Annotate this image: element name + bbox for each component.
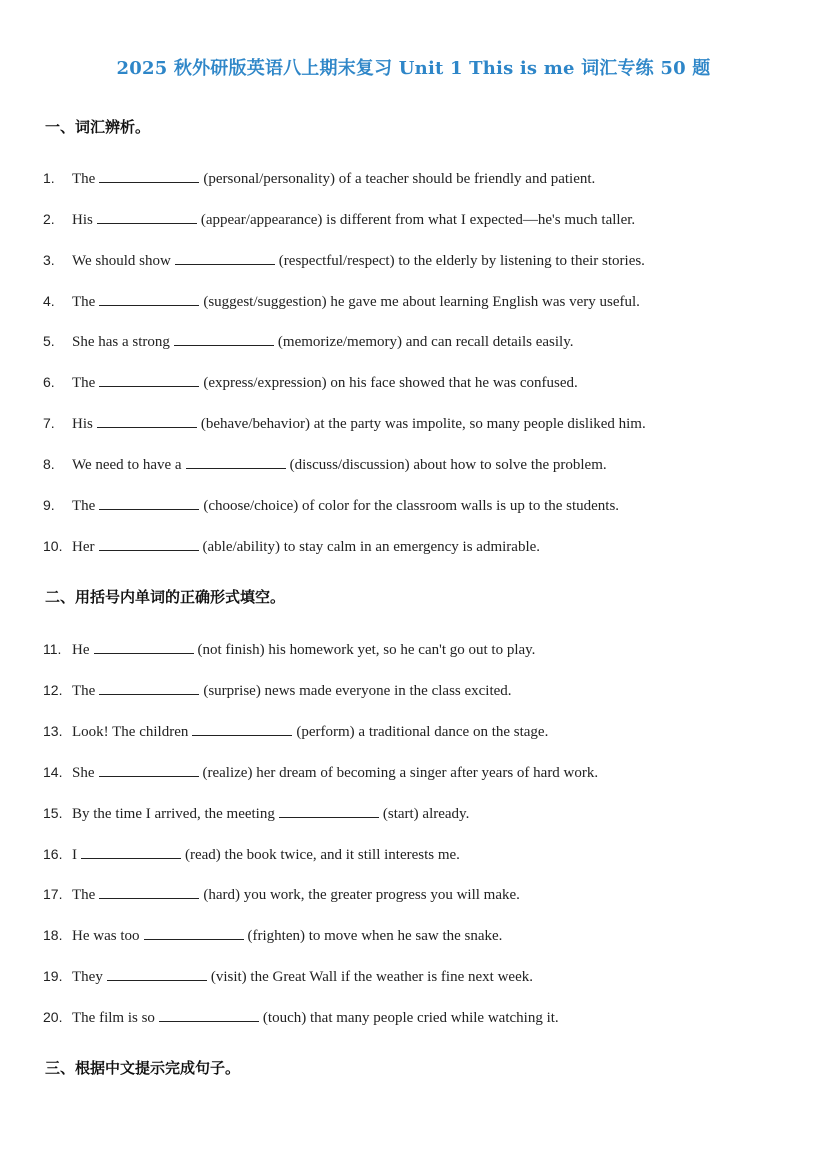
exercise-item xyxy=(43,168,783,189)
item-suffix: (read) the book twice, and it still interests me. xyxy=(185,847,460,863)
answer-blank[interactable] xyxy=(174,331,274,346)
item-prefix: His xyxy=(72,212,93,228)
item-suffix: (visit) the Great Wall if the weather is fine next week. xyxy=(210,969,533,985)
section-heading-1: 一、词汇辨析。 xyxy=(45,118,151,136)
exercise-item xyxy=(43,372,783,393)
item-prefix: We need to have a xyxy=(72,457,182,473)
item-number: 10. xyxy=(43,538,63,554)
answer-blank[interactable] xyxy=(175,250,275,265)
exercise-item xyxy=(43,639,783,660)
answer-blank[interactable] xyxy=(99,291,199,306)
exercise-item xyxy=(43,803,783,824)
exercise-item xyxy=(43,250,783,271)
item-suffix: (touch) that many people cried while watching it. xyxy=(262,1010,559,1026)
item-number: 8. xyxy=(43,456,55,472)
item-number: 19. xyxy=(43,968,63,984)
exercise-item xyxy=(43,966,783,987)
item-number: 7. xyxy=(43,415,55,431)
item-prefix: He was too xyxy=(72,928,140,944)
answer-blank[interactable] xyxy=(99,168,199,183)
item-number: 5. xyxy=(43,333,55,349)
answer-blank[interactable] xyxy=(99,372,199,387)
item-suffix: (not finish) his homework yet, so he can't go out to play. xyxy=(197,642,536,658)
item-prefix: The film is so xyxy=(72,1010,155,1026)
exercise-item xyxy=(43,884,783,905)
item-prefix: The xyxy=(72,498,96,514)
exercise-item xyxy=(43,762,783,783)
item-prefix: The xyxy=(72,683,96,699)
section-heading-3: 三、根据中文提示完成句子。 xyxy=(45,1059,241,1077)
exercise-item xyxy=(43,413,783,434)
item-prefix: The xyxy=(72,887,96,903)
item-number: 11. xyxy=(43,641,62,657)
item-number: 6. xyxy=(43,374,55,390)
item-suffix: (perform) a traditional dance on the stage. xyxy=(296,724,549,740)
item-suffix: (hard) you work, the greater progress you will make. xyxy=(203,887,520,903)
item-suffix: (respectful/respect) to the elderly by listening to their stories. xyxy=(278,253,645,269)
item-prefix: He xyxy=(72,642,90,658)
item-number: 4. xyxy=(43,293,55,309)
exercise-item xyxy=(43,680,783,701)
answer-blank[interactable] xyxy=(81,844,181,859)
item-suffix: (frighten) to move when he saw the snake. xyxy=(247,928,503,944)
item-suffix: (discuss/discussion) about how to solve the problem. xyxy=(289,457,607,473)
answer-blank[interactable] xyxy=(279,803,379,818)
item-suffix: (behave/behavior) at the party was impolite, so many people disliked him. xyxy=(200,416,646,432)
item-number: 9. xyxy=(43,497,55,513)
answer-blank[interactable] xyxy=(99,680,199,695)
exercise-item xyxy=(43,1007,783,1028)
answer-blank[interactable] xyxy=(97,413,197,428)
item-prefix: The xyxy=(72,294,96,310)
item-suffix: (choose/choice) of color for the classroom walls is up to the students. xyxy=(203,498,620,514)
item-number: 1. xyxy=(43,170,55,186)
item-suffix: (memorize/memory) and can recall details easily. xyxy=(277,334,574,350)
item-suffix: (able/ability) to stay calm in an emergency is admirable. xyxy=(202,539,541,555)
item-prefix: His xyxy=(72,416,93,432)
exercise-item xyxy=(43,331,783,352)
answer-blank[interactable] xyxy=(97,209,197,224)
item-number: 13. xyxy=(43,723,63,739)
item-number: 14. xyxy=(43,764,63,780)
answer-blank[interactable] xyxy=(107,966,207,981)
answer-blank[interactable] xyxy=(99,495,199,510)
item-prefix: We should show xyxy=(72,253,171,269)
item-number: 16. xyxy=(43,846,63,862)
exercise-item xyxy=(43,495,783,516)
item-prefix: Look! The children xyxy=(72,724,189,740)
exercise-item xyxy=(43,454,783,475)
answer-blank[interactable] xyxy=(186,454,286,469)
answer-blank[interactable] xyxy=(94,639,194,654)
item-prefix: She has a strong xyxy=(72,334,170,350)
exercise-item xyxy=(43,209,783,230)
item-prefix: The xyxy=(72,375,96,391)
item-prefix: I xyxy=(72,847,77,863)
exercise-item xyxy=(43,291,783,312)
item-prefix: The xyxy=(72,171,96,187)
item-prefix: She xyxy=(72,765,95,781)
item-prefix: They xyxy=(72,969,103,985)
item-prefix: Her xyxy=(72,539,95,555)
item-suffix: (express/expression) on his face showed that he was confused. xyxy=(203,375,578,391)
item-suffix: (start) already. xyxy=(382,806,470,822)
answer-blank[interactable] xyxy=(159,1007,259,1022)
exercise-item xyxy=(43,536,783,557)
item-number: 3. xyxy=(43,252,55,268)
item-number: 20. xyxy=(43,1009,63,1025)
exercise-item xyxy=(43,844,783,865)
item-number: 12. xyxy=(43,682,63,698)
answer-blank[interactable] xyxy=(99,762,199,777)
answer-blank[interactable] xyxy=(144,925,244,940)
page-title: 2025 秋外研版英语八上期末复习 Unit 1 This is me 词汇专练 50 题 xyxy=(116,58,711,79)
exercise-item xyxy=(43,925,783,946)
item-number: 17. xyxy=(43,886,63,902)
item-suffix: (surprise) news made everyone in the class excited. xyxy=(203,683,512,699)
answer-blank[interactable] xyxy=(99,884,199,899)
item-suffix: (suggest/suggestion) he gave me about learning English was very useful. xyxy=(203,294,640,310)
item-suffix: (realize) her dream of becoming a singer after years of hard work. xyxy=(202,765,599,781)
item-number: 2. xyxy=(43,211,55,227)
answer-blank[interactable] xyxy=(192,721,292,736)
item-number: 15. xyxy=(43,805,63,821)
item-number: 18. xyxy=(43,927,63,943)
item-suffix: (appear/appearance) is different from what I expected—he's much taller. xyxy=(200,212,636,228)
exercise-item xyxy=(43,721,783,742)
section-heading-2: 二、用括号内单词的正确形式填空。 xyxy=(45,588,286,606)
item-suffix: (personal/personality) of a teacher should be friendly and patient. xyxy=(203,171,596,187)
answer-blank[interactable] xyxy=(99,536,199,551)
item-prefix: By the time I arrived, the meeting xyxy=(72,806,275,822)
